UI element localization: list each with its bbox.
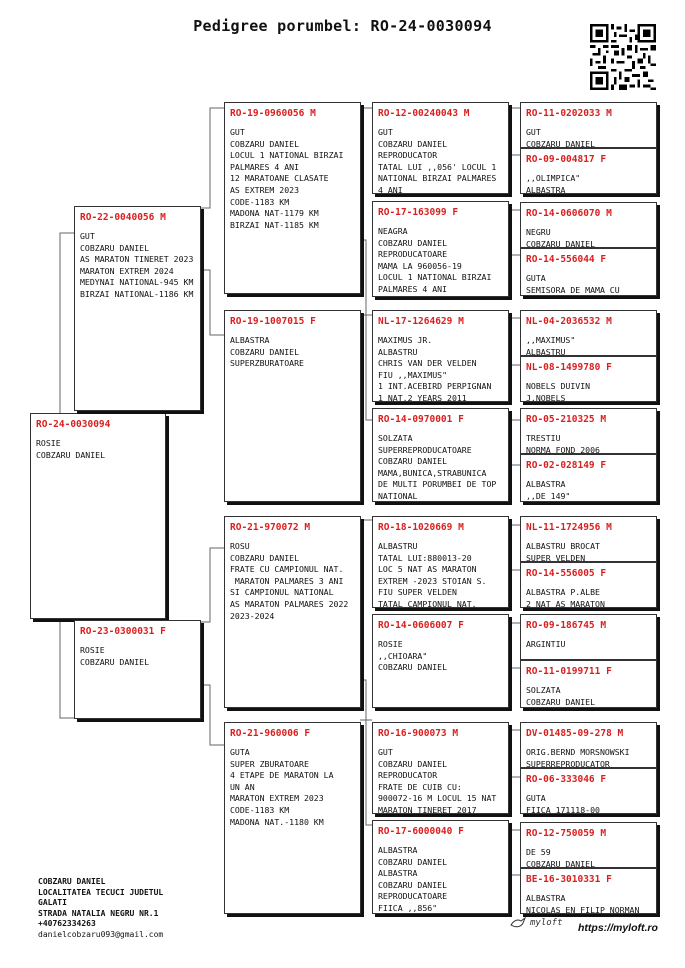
gen3-card (224, 310, 361, 502)
ring-number: RO-22-0040056 M (80, 212, 166, 223)
gen5-card (520, 822, 657, 868)
ring-number: RO-09-004817 F (526, 154, 607, 165)
ring-number: RO-14-0606007 F (378, 620, 464, 631)
ring-number: RO-23-0300031 F (80, 626, 166, 637)
gen4-card (372, 310, 509, 402)
pigeon-details: GUTA FIICA 171118-00 (526, 793, 600, 814)
owner-address-line: LOCALITATEA TECUCI JUDETUL (38, 887, 164, 897)
pigeon-details: ROSIE COBZARU DANIEL (36, 438, 106, 460)
gen5-card (520, 202, 657, 248)
pigeon-details: ALBASTRU BROCAT SUPER VELDEN (526, 541, 600, 562)
pigeon-details: TRESTIU NORMA FOND 2006 (526, 433, 600, 454)
pigeon-details: ALBASTRA COBZARU DANIEL SUPERZBURATOARE (230, 335, 304, 369)
gen5-card (520, 516, 657, 562)
ring-number: RO-11-0199711 F (526, 666, 612, 677)
gen5-card (520, 722, 657, 768)
website-link[interactable]: https://myloft.ro (578, 922, 658, 934)
ring-number: NL-08-1499780 F (526, 362, 612, 373)
pigeon-details: ORIG.BERND MORSNOWSKI SUPERREPRODUCATOR (526, 747, 630, 768)
gen5-card (520, 248, 657, 296)
ring-number: RO-16-900073 M (378, 728, 459, 739)
gen5-card (520, 562, 657, 608)
pigeon-details: GUT COBZARU DANIEL REPRODUCATOR TATAL LUI ,,056' LOCUL 1 NATIONAL BIRZAI PALMARES 4 ANI (378, 127, 497, 194)
owner-address-line: GALATI (38, 898, 67, 907)
gen4-card (372, 516, 509, 608)
gen3-card (224, 722, 361, 914)
owner-info (38, 877, 163, 940)
pigeon-details: SOLZATA SUPERREPRODUCATOARE COBZARU DANIEL MAMA,BUNICA,STRABUNICA DE MULTI PORUMBEI DE TOP NATIONAL (378, 433, 497, 501)
ring-number: RO-21-970072 M (230, 522, 311, 533)
ring-number: RO-14-0970001 F (378, 414, 464, 425)
ring-number: RO-06-333046 F (526, 774, 607, 785)
owner-email[interactable]: danielcobzaru093@gmail.com (38, 929, 164, 939)
ring-number: NL-17-1264629 M (378, 316, 464, 327)
pigeon-details: ALBASTRA ,,DE 149" (526, 479, 571, 501)
ring-number: RO-12-750059 M (526, 828, 607, 839)
gen5-card (520, 868, 657, 914)
ring-number: RO-24-0030094 (36, 419, 111, 430)
gen4-card (372, 614, 509, 708)
gen5-card (520, 310, 657, 356)
pigeon-details: GUTA SUPER ZBURATOARE 4 ETAPE DE MARATON LA UN AN MARATON EXTREM 2023 CODE-1183 KM MADONA NAT.-1180 KM (230, 747, 334, 827)
pigeon-details: NEAGRA COBZARU DANIEL REPRODUCATOARE MAMA LA 960056-19 LOCUL 1 NATIONAL BIRZAI PALMARES 4 ANI (378, 226, 492, 294)
ring-number: RO-14-556044 F (526, 254, 607, 265)
ring-number: DV-01485-09-278 M (526, 728, 624, 739)
pigeon-details: ALBASTRA COBZARU DANIEL ALBASTRA COBZARU DANIEL REPRODUCATOARE FIICA ,,856" (378, 845, 448, 913)
pigeon-details: SOLZATA COBZARU DANIEL (526, 685, 596, 707)
pigeon-details: ,,OLIMPICA" ALBASTRA (526, 173, 581, 194)
ring-number: RO-18-1020669 M (378, 522, 464, 533)
ring-number: BE-16-3010331 F (526, 874, 612, 885)
pigeon-details: ALBASTRA P.ALBE 2 NAT AS MARATON (526, 587, 605, 608)
ring-number: RO-17-163099 F (378, 207, 459, 218)
myloft-logo (510, 916, 563, 930)
pigeon-details: GUT COBZARU DANIEL LOCUL 1 NATIONAL BIRZAI PALMARES 4 ANI 12 MARATOANE CLASATE AS EXTREM 2023 CODE-1183 KM MADONA NAT-1179 KM BIRZAI NAT-1185 KM (230, 127, 344, 230)
pigeon-details: NEGRU COBZARU DANIEL (526, 227, 596, 248)
ring-number: RO-12-00240043 M (378, 108, 470, 119)
pigeon-details: GUT COBZARU DANIEL (526, 127, 596, 148)
pigeon-details: ,,MAXIMUS" ALBASTRU (526, 335, 576, 356)
gen5-card (520, 102, 657, 148)
ring-number: RO-14-556005 F (526, 568, 607, 579)
gen5-card (520, 768, 657, 814)
sire-card (74, 206, 201, 411)
gen3-card (224, 102, 361, 294)
pigeon-details: ALBASTRA NICOLAS EN FILIP NORMAN (526, 893, 640, 914)
pigeon-icon (510, 916, 526, 930)
gen5-card (520, 356, 657, 402)
pigeon-details: ARGINTIU (526, 639, 566, 649)
pigeon-details: NOBELS DUIVIN J.NOBELS (526, 381, 591, 402)
gen4-card (372, 722, 509, 814)
owner-name: COBZARU DANIEL (38, 877, 106, 886)
ring-number: RO-17-6000040 F (378, 826, 464, 837)
ring-number: RO-21-960006 F (230, 728, 311, 739)
pigeon-details: DE 59 COBZARU DANIEL (526, 847, 596, 868)
gen5-card (520, 408, 657, 454)
pigeon-details: ROSIE ,,CHIOARA" COBZARU DANIEL (378, 639, 448, 673)
ring-number: RO-11-0202033 M (526, 108, 612, 119)
ring-number: RO-19-0960056 M (230, 108, 316, 119)
ring-number: NL-11-1724956 M (526, 522, 612, 533)
gen4-card (372, 201, 509, 297)
subject-card (30, 413, 166, 619)
pigeon-details: GUT COBZARU DANIEL AS MARATON TINERET 2023 MARATON EXTREM 2024 MEDYNAI NATIONAL-945 KM BIRZAI NATIONAL-1186 KM (80, 231, 194, 299)
ring-number: RO-02-028149 F (526, 460, 607, 471)
gen4-card (372, 102, 509, 194)
pigeon-details: GUTA SEMISORA DE MAMA CU (526, 273, 620, 295)
owner-address-line: STRADA NATALIA NEGRU NR.1 (38, 908, 159, 918)
pigeon-details: GUT COBZARU DANIEL REPRODUCATOR FRATE DE CUIB CU: 900072-16 M LOCUL 15 NAT MARATON TINERET 2017 (378, 747, 497, 814)
gen3-card (224, 516, 361, 708)
pigeon-details: ROSIE COBZARU DANIEL (80, 645, 150, 667)
ring-number: RO-05-210325 M (526, 414, 607, 425)
page-title: Pedigree porumbel: RO-24-0030094 (193, 17, 492, 35)
gen5-card (520, 614, 657, 660)
pigeon-details: ALBASTRU TATAL LUI:880013-20 LOC 5 NAT AS MARATON EXTREM -2023 STOIAN S. FIU SUPER VELDEN TATAL CAMPIONUL NAT. (378, 541, 487, 608)
ring-number: RO-09-186745 M (526, 620, 607, 631)
ring-number: RO-14-0606070 M (526, 208, 612, 219)
ring-number: RO-19-1007015 F (230, 316, 316, 327)
gen4-card (372, 820, 509, 914)
pigeon-details: MAXIMUS JR. ALBASTRU CHRIS VAN DER VELDEN FIU ,,MAXIMUS" 1 INT.ACEBIRD PERPIGNAN 1 NAT.2 YEARS 2011 (378, 335, 492, 402)
dam-card (74, 620, 201, 719)
logo-text: myloft (530, 918, 563, 928)
gen5-card (520, 148, 657, 194)
gen5-card (520, 660, 657, 708)
gen5-card (520, 454, 657, 502)
gen4-card (372, 408, 509, 502)
owner-phone: +40762334263 (38, 919, 96, 928)
ring-number: NL-04-2036532 M (526, 316, 612, 327)
pigeon-details: ROSU COBZARU DANIEL FRATE CU CAMPIONUL NAT. MARATON PALMARES 3 ANI SI CAMPIONUL NATIONAL AS MARATON PALMARES 2022 2023-2024 (230, 541, 349, 621)
